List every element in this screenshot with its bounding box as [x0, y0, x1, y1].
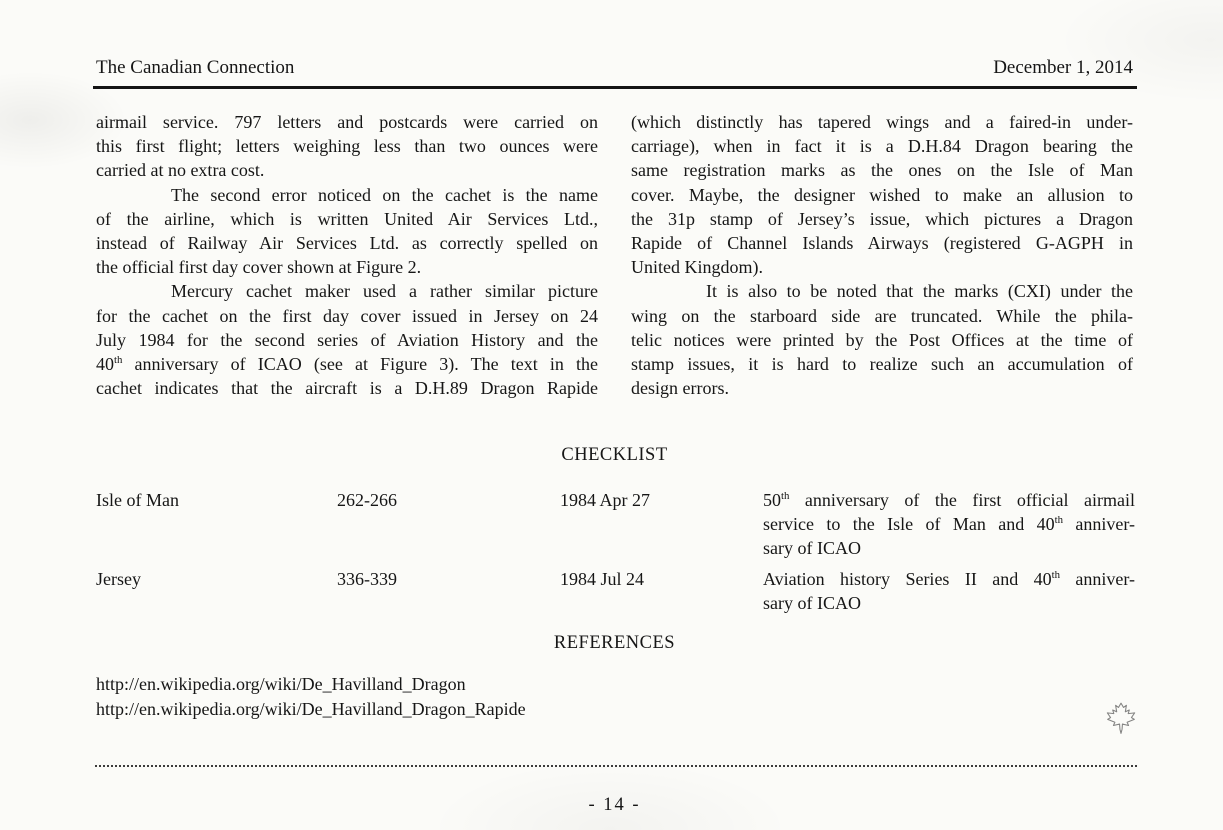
checklist-row	[96, 489, 1135, 560]
article-column-left	[96, 110, 598, 400]
text-line: Aviation history Series II and 40th anniver-	[763, 569, 1136, 590]
maple-leaf-icon	[1103, 699, 1139, 739]
checklist-catalog-numbers: 262-266	[337, 490, 397, 510]
text-line: (which distinctly has tapered wings and a faired-in under-	[631, 112, 1133, 132]
text-line: telic notices were printed by the Post Offices at the time of	[631, 329, 1133, 350]
text-line: 50th anniversary of the first official airmail	[763, 490, 1135, 510]
article-body	[96, 110, 1133, 400]
text-line: the official first day cover shown at Figure 2.	[96, 257, 422, 278]
text-line: instead of Railway Air Services Ltd. as correctly spelled on	[96, 233, 598, 254]
text-line: service to the Isle of Man and 40th anniver-	[763, 513, 1135, 534]
reference-url: http://en.wikipedia.org/wiki/De_Havilland_Dragon_Rapide	[96, 698, 526, 719]
text-line: sary of ICAO	[763, 537, 861, 558]
text-line: airmail service. 797 letters and postcards were carried on	[96, 112, 598, 132]
text-line: for the cachet on the first day cover issued in Jersey on 24	[96, 305, 598, 326]
reference-url: http://en.wikipedia.org/wiki/De_Havilland_Dragon	[96, 674, 466, 694]
text-line: July 1984 for the second series of Aviation History and the	[96, 329, 598, 350]
issue-date: December 1, 2014	[993, 57, 1133, 78]
text-line: United Kingdom).	[631, 257, 763, 278]
text-line: same registration marks as the ones on the Isle of Man	[631, 160, 1133, 181]
checklist-region: Jersey	[96, 569, 141, 590]
checklist-issue-date: 1984 Jul 24	[560, 569, 645, 590]
text-line: sary of ICAO	[763, 593, 861, 614]
footer-dotted-rule	[95, 765, 1137, 767]
text-line: the 31p stamp of Jersey’s issue, which pictures a Dragon	[631, 208, 1133, 229]
text-line: It is also to be noted that the marks (CXI) under the	[706, 281, 1133, 302]
article-column-right	[631, 110, 1133, 400]
text-line: carried at no extra cost.	[96, 160, 265, 181]
checklist-issue-date: 1984 Apr 27	[560, 490, 650, 510]
checklist-table	[96, 489, 1135, 624]
page-number: - 14 -	[588, 795, 641, 815]
checklist-description	[763, 568, 1135, 616]
header-rule	[93, 86, 1137, 89]
text-line: Mercury cachet maker used a rather similar picture	[171, 281, 598, 302]
text-line: cachet indicates that the aircraft is a D.H.89 Dragon Rapide	[96, 378, 598, 399]
text-line: cover. Maybe, the designer wished to make an allusion to	[631, 184, 1133, 205]
checklist-row	[96, 568, 1135, 616]
text-line: stamp issues, it is hard to realize such an accumulation of	[631, 354, 1133, 375]
text-line: 40th anniversary of ICAO (see at Figure 3). The text in the	[96, 354, 598, 375]
page-header	[96, 57, 1133, 79]
text-line: of the airline, which is written United Air Services Ltd.,	[96, 208, 598, 229]
references-list	[96, 672, 526, 721]
newsletter-title: The Canadian Connection	[96, 57, 295, 78]
text-line: this first flight; letters weighing less than two ounces were	[96, 136, 598, 157]
checklist-heading: CHECKLIST	[561, 445, 668, 465]
text-line: The second error noticed on the cachet is the name	[171, 184, 598, 205]
checklist-description	[763, 489, 1135, 560]
text-line: Rapide of Channel Islands Airways (registered G-AGPH in	[631, 233, 1133, 254]
references-heading: REFERENCES	[553, 633, 676, 653]
text-line: carriage), when in fact it is a D.H.84 Dragon bearing the	[631, 136, 1133, 157]
checklist-region: Isle of Man	[96, 490, 179, 510]
text-line: design errors.	[631, 378, 729, 399]
checklist-catalog-numbers: 336-339	[337, 569, 397, 590]
text-line: wing on the starboard side are truncated. While the phila-	[631, 305, 1133, 326]
